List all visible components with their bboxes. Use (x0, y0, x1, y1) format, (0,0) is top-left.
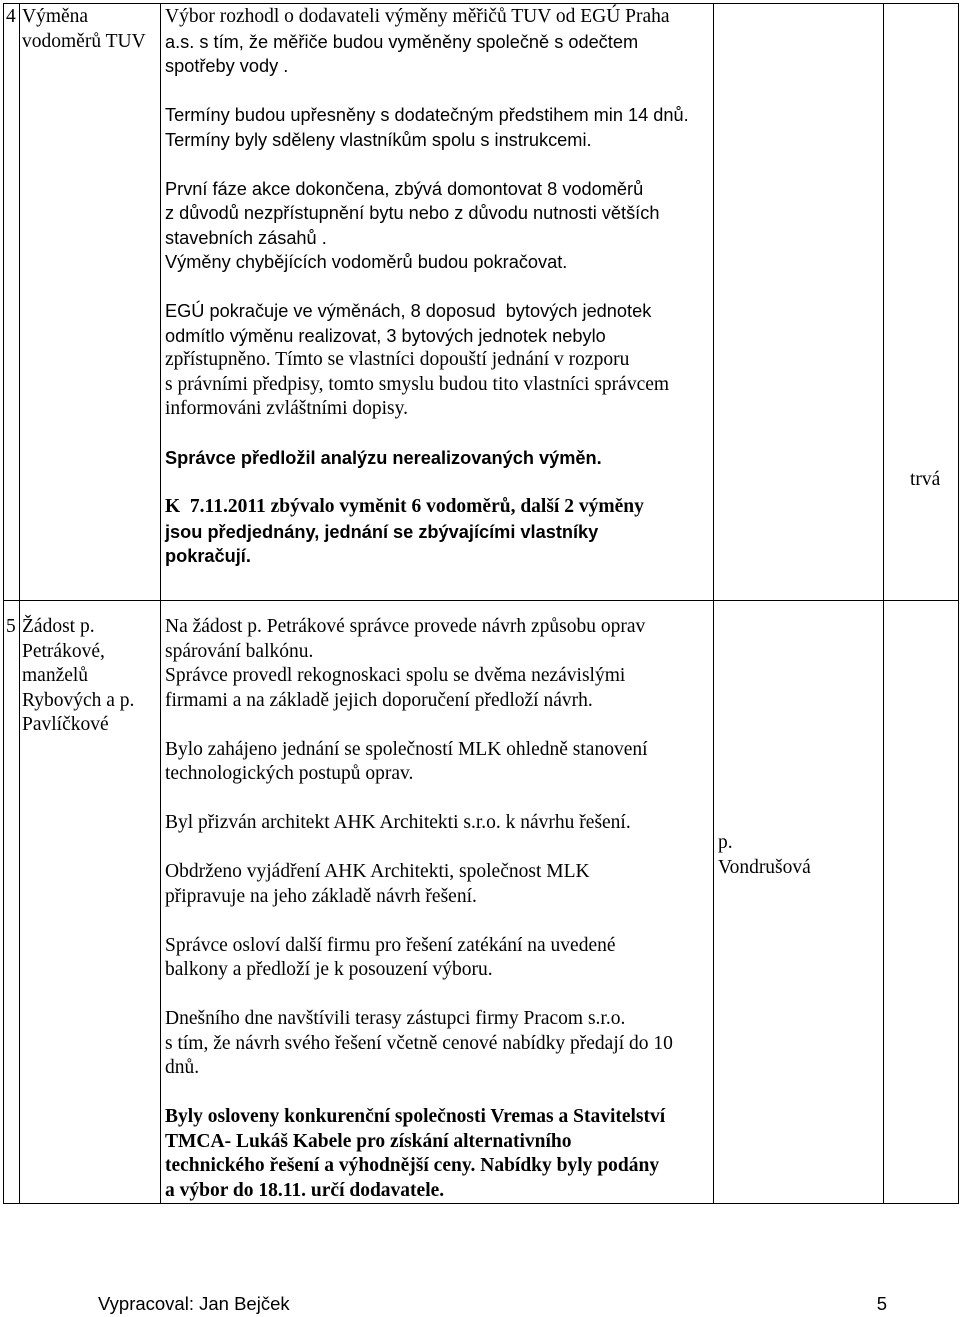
text-line: pokračují. (165, 546, 251, 566)
topic-line: Pavlíčkové (22, 714, 109, 735)
topic-line: Petrákové, (22, 640, 105, 662)
item-responsible (714, 4, 884, 601)
item-topic (20, 601, 161, 1204)
page-number: 5 (876, 1293, 887, 1314)
text-line: Správce předložil analýzu nerealizovaných výměn. (165, 448, 602, 468)
minutes-page (3, 3, 958, 1204)
item-description (161, 601, 714, 1204)
text-line: Obdrženo vyjádření AHK Architekti, společnost MLK (165, 861, 590, 882)
paragraph (165, 446, 713, 471)
footer-author: Vypracoval: Jan Bejček (98, 1293, 290, 1314)
text-line: připravuje na jeho základě návrh řešení. (165, 885, 477, 907)
item-status (884, 4, 959, 601)
text-line: s tím, že návrh svého řešení včetně cenové nabídky předají do 10 (165, 1032, 673, 1054)
responsible-line: Vondrušová (718, 856, 811, 878)
item-topic (20, 4, 161, 601)
text-line: zpřístupněno. Tímto se vlastníci dopouští jednání v rozporu (165, 349, 630, 370)
paragraph (165, 1105, 713, 1203)
paragraph (165, 615, 713, 713)
responsible-person (718, 831, 811, 880)
text-line: s právními předpisy, tomto smyslu budou tito vlastníci správcem (165, 373, 670, 395)
paragraph (165, 495, 713, 569)
paragraph (165, 1007, 713, 1081)
text-line: Dnešního dne navštívili terasy zástupci firmy Pracom s.r.o. (165, 1008, 626, 1029)
topic-line: manželů (22, 665, 89, 686)
text-line: balkony a předloží je k posouzení výboru. (165, 959, 493, 980)
paragraph (165, 934, 713, 983)
text-line: stavebních zásahů . (165, 227, 327, 248)
text-line: TMCA- Lukáš Kabele pro získání alternativního (165, 1130, 572, 1152)
paragraph (165, 738, 713, 787)
text-line: spotřeby vody . (165, 56, 289, 76)
topic-line: Rybových a p. (22, 689, 135, 711)
item-status (884, 601, 959, 1204)
topic-line: vodoměrů TUV (22, 30, 146, 52)
status-label: trvá (910, 469, 941, 490)
text-line: EGÚ pokračuje ve výměnách, 8 doposud bytových jednotek (165, 301, 652, 321)
text-line: z důvodů nezpřístupnění bytu nebo z důvodu nutnosti větších (165, 203, 660, 223)
text-line: Výměny chybějících vodoměrů budou pokračovat. (165, 252, 568, 272)
text-line: spárování balkónu. (165, 640, 314, 662)
item-description (161, 4, 714, 601)
text-line: dnů. (165, 1057, 200, 1078)
text-line: jsou předjednány, jednání se zbývajícími vlastníky (165, 521, 599, 542)
text-line: informováni zvláštními dopisy. (165, 398, 408, 419)
topic-line: Výměna (22, 6, 89, 27)
text-line: Byl přizván architekt AHK Architekti s.r.o. k návrhu řešení. (165, 812, 631, 833)
text-line: odmítlo výměnu realizovat, 3 bytových jednotek nebylo (165, 325, 606, 346)
text-line: Termíny budou upřesněny s dodatečným předstihem min 14 dnů. (165, 105, 689, 125)
paragraph (165, 5, 713, 79)
text-line: Správce osloví další firmu pro řešení zatékání na uvedené (165, 934, 616, 956)
text-line: Výbor rozhodl o dodavateli výměny měřičů TUV od EGÚ Praha (165, 6, 670, 27)
table-row (4, 601, 959, 1204)
text-line: Správce provedl rekognoskaci spolu se dvěma nezávislými (165, 665, 626, 686)
paragraph (165, 811, 713, 836)
text-line: a.s. s tím, že měřiče budou vyměněny společně s odečtem (165, 31, 639, 52)
paragraph (165, 103, 713, 152)
item-number: 5 (4, 601, 20, 1204)
table-row (4, 4, 959, 601)
item-number: 4 (4, 4, 20, 601)
text-line: Byly osloveny konkurenční společnosti Vremas a Stavitelství (165, 1106, 666, 1127)
minutes-table (3, 3, 959, 1204)
text-line: firmami a na základě jejich doporučení předloží návrh. (165, 689, 593, 711)
text-line: Bylo zahájeno jednání se společností MLK ohledně stanovení (165, 738, 648, 760)
paragraph (165, 860, 713, 909)
responsible-line: p. (718, 832, 733, 853)
paragraph (165, 177, 713, 275)
text-line: Na žádost p. Petrákové správce provede návrh způsobu oprav (165, 616, 646, 637)
text-line: a výbor do 18.11. určí dodavatele. (165, 1179, 445, 1201)
item-responsible (714, 601, 884, 1204)
text-line: První fáze akce dokončena, zbývá domontovat 8 vodoměrů (165, 178, 644, 199)
text-line: Termíny byly sděleny vlastníkům spolu s instrukcemi. (165, 129, 592, 150)
paragraph (165, 299, 713, 422)
topic-line: Žádost p. (22, 616, 95, 637)
text-line: technického řešení a výhodnější ceny. Nabídky byly podány (165, 1155, 660, 1176)
text-line: K 7.11.2011 zbývalo vyměnit 6 vodoměrů, další 2 výměny (165, 496, 644, 517)
text-line: technologických postupů oprav. (165, 763, 414, 784)
